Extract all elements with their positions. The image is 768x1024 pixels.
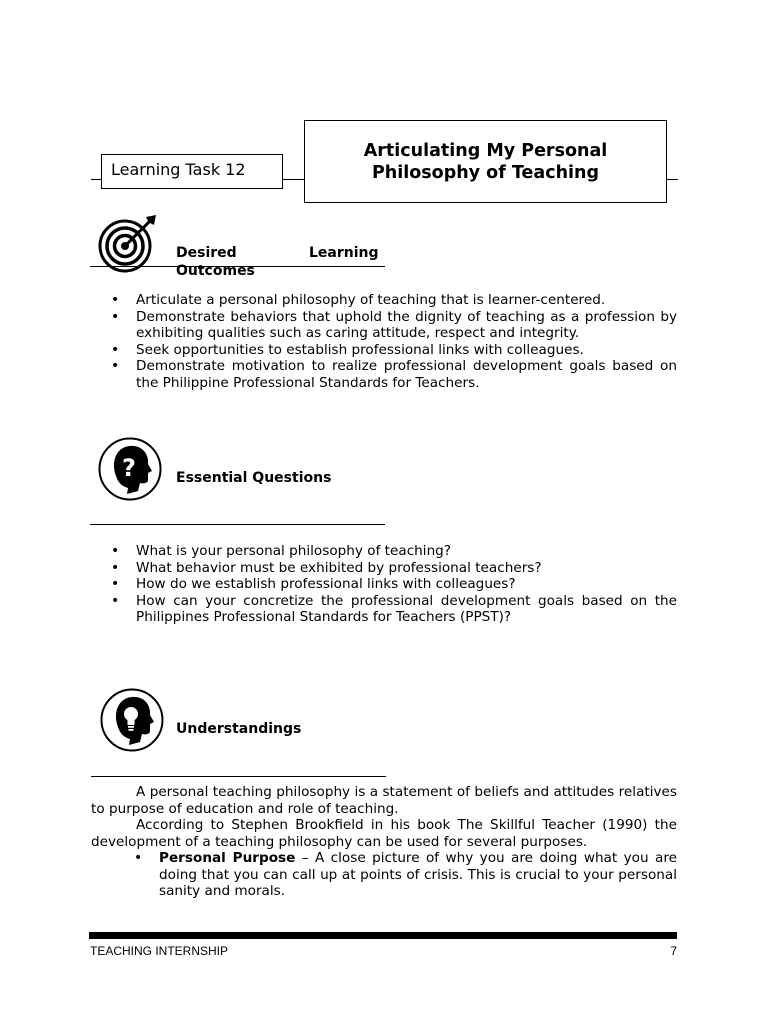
desired-outcomes-heading-left: Desired — [176, 245, 237, 261]
desired-outcomes-list — [91, 292, 677, 392]
page-title — [304, 120, 667, 203]
list-item: • What is your personal philosophy of teaching? — [91, 543, 677, 560]
understandings-paragraph-1: A personal teaching philosophy is a statement of beliefs and attitudes relatives to purpose of education and role of teaching. — [91, 784, 677, 817]
understandings-paragraph-2: According to Stephen Brookfield in his book The Skillful Teacher (1990) the development of a teaching philosophy can be used for several purposes. — [91, 817, 677, 850]
list-item — [114, 850, 677, 900]
desired-outcomes-heading-second: Outcomes — [176, 263, 255, 279]
personal-purpose-term: Personal Purpose — [159, 850, 296, 866]
understandings-heading: Understandings — [176, 721, 302, 737]
essential-questions-heading: Essential Questions — [176, 470, 332, 486]
page-number: 7 — [670, 944, 677, 958]
essential-questions-list — [91, 543, 677, 626]
personal-purpose-text: – A close picture of why you are doing what you are doing that you can call up at points of crisis. This is crucial to your personal sanity and morals. — [159, 850, 677, 900]
list-item: • Demonstrate motivation to realize professional development goals based on the Philippine Professional Standards for Teachers. — [91, 358, 677, 391]
footer-bar — [89, 932, 677, 939]
list-item: • Demonstrate behaviors that uphold the dignity of teaching as a profession by exhibiting qualities such as caring attitude, respect and integrity. — [91, 309, 677, 342]
understandings-list — [114, 850, 677, 900]
learning-task-label: Learning Task 12 — [101, 154, 283, 189]
essential-questions-rule — [90, 524, 385, 525]
list-item: • How do we establish professional links with colleagues? — [91, 576, 677, 593]
svg-text:?: ? — [122, 454, 136, 482]
desired-outcomes-heading-right: Learning — [309, 245, 379, 261]
list-item: • Articulate a personal philosophy of teaching that is learner-centered. — [91, 292, 677, 309]
question-head-icon — [97, 436, 163, 502]
understandings-rule — [91, 776, 386, 777]
lightbulb-head-icon — [99, 687, 165, 753]
page-title-text: Articulating My Personal Philosophy of Teaching — [363, 140, 608, 183]
footer-label: TEACHING INTERNSHIP — [90, 944, 229, 958]
list-item: • What behavior must be exhibited by professional teachers? — [91, 560, 677, 577]
list-item: • How can your concretize the professional development goals based on the Philippines Professional Standards for Teachers (PPST)? — [91, 593, 677, 626]
desired-outcomes-rule — [90, 266, 385, 267]
list-item: • Seek opportunities to establish professional links with colleagues. — [91, 342, 677, 359]
